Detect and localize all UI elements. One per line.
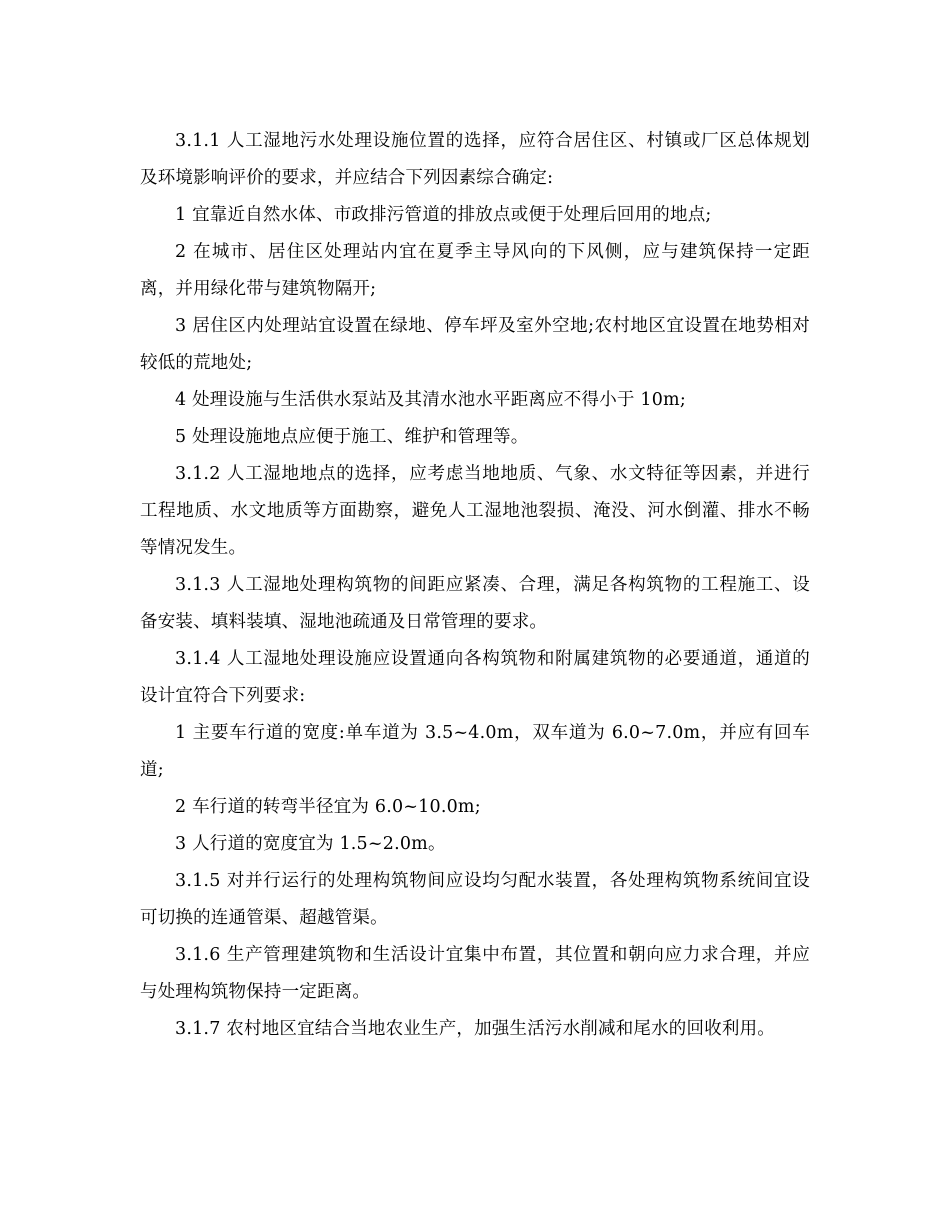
document-body — [140, 123, 810, 1048]
clause-3-1-5: 3.1.5 对并行运行的处理构筑物间应设均匀配水装置，各处理构筑物系统间宜设可切换的连通管渠、超越管渠。 — [140, 871, 810, 928]
clause-3-1-6: 3.1.6 生产管理建筑物和生活设计宜集中布置，其位置和朝向应力求合理，并应与处理构筑物保持一定距离。 — [140, 945, 810, 1002]
clause-3-1-1-item-5: 5 处理设施地点应便于施工、维护和管理等。 — [175, 427, 529, 447]
clause-3-1-1-item-3: 3 居住区内处理站宜设置在绿地、停车坪及室外空地;农村地区宜设置在地势相对较低的荒地处; — [140, 316, 810, 373]
clause-3-1-4-item-2: 2 车行道的转弯半径宜为 6.0~10.0m; — [175, 797, 481, 817]
clause-3-1-1-item-1: 1 宜靠近自然水体、市政排污管道的排放点或便于处理后回用的地点; — [175, 205, 712, 225]
clause-3-1-1-item-4: 4 处理设施与生活供水泵站及其清水池水平距离应不得小于 10m; — [175, 390, 686, 410]
clause-3-1-4-item-3: 3 人行道的宽度宜为 1.5~2.0m。 — [175, 834, 446, 854]
clause-3-1-1: 3.1.1 人工湿地污水处理设施位置的选择，应符合居住区、村镇或厂区总体规划及环境影响评价的要求，并应结合下列因素综合确定: — [140, 131, 810, 188]
clause-3-1-1-item-2: 2 在城市、居住区处理站内宜在夏季主导风向的下风侧，应与建筑保持一定距离，并用绿化带与建筑物隔开; — [140, 242, 810, 299]
clause-3-1-4-item-1: 1 主要车行道的宽度:单车道为 3.5~4.0m，双车道为 6.0~7.0m，并应有回车道; — [140, 723, 810, 780]
clause-3-1-3: 3.1.3 人工湿地处理构筑物的间距应紧凑、合理，满足各构筑物的工程施工、设备安装、填料装填、湿地池疏通及日常管理的要求。 — [140, 575, 810, 632]
clause-3-1-4: 3.1.4 人工湿地处理设施应设置通向各构筑物和附属建筑物的必要通道，通道的设计宜符合下列要求: — [140, 649, 810, 706]
clause-3-1-2: 3.1.2 人工湿地地点的选择，应考虑当地地质、气象、水文特征等因素，并进行工程地质、水文地质等方面勘察，避免人工湿地池裂损、淹没、河水倒灌、排水不畅等情况发生。 — [140, 464, 810, 558]
clause-3-1-7: 3.1.7 农村地区宜结合当地农业生产，加强生活污水削减和尾水的回收利用。 — [175, 1019, 775, 1039]
